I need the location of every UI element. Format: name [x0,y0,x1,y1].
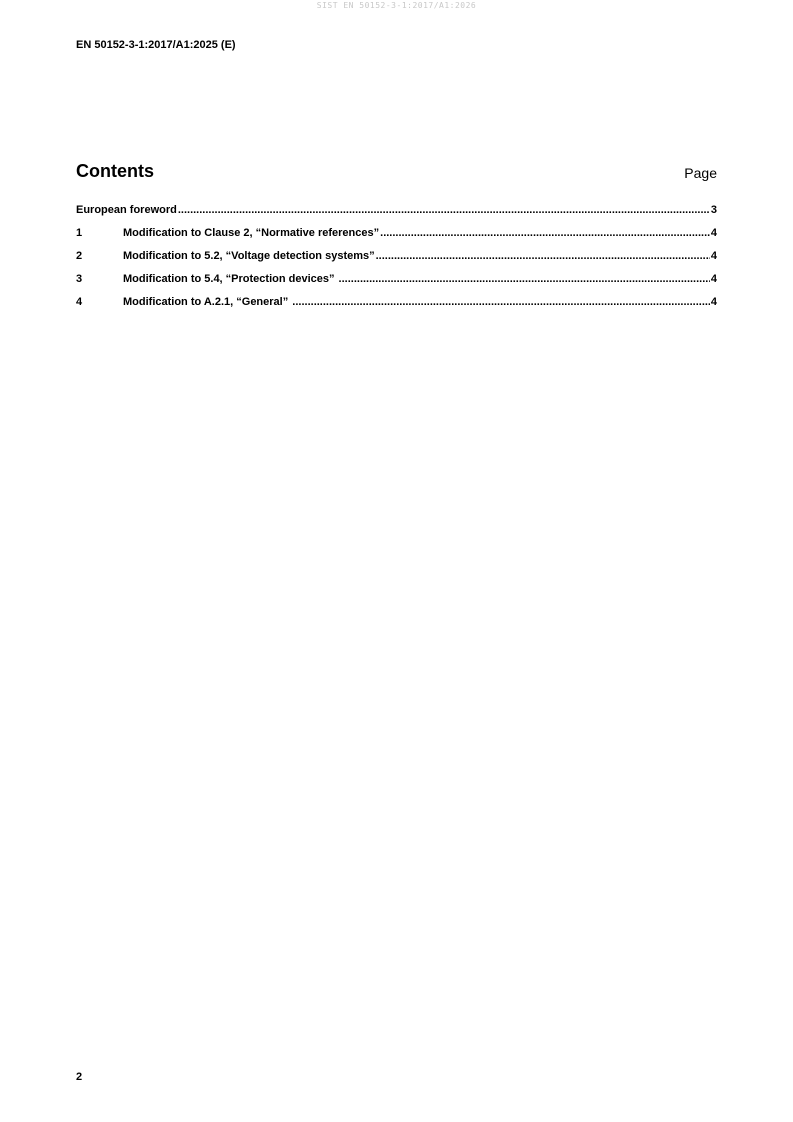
toc-entry-text: European foreword [76,204,177,216]
toc-leader-dots [380,226,710,241]
page-number: 2 [76,1071,83,1083]
toc-entry-text: Modification to A.2.1, “General” [123,296,292,308]
toc-entry-text: Modification to Clause 2, “Normative references” [123,227,380,239]
toc-entry-page: 4 [710,296,717,308]
toc-entry-2[interactable] [76,249,717,264]
toc-entry-number: 4 [76,296,83,308]
toc-leader-dots [376,249,710,264]
toc-entry-text: Modification to 5.2, “Voltage detection systems” [123,250,375,262]
toc-entry-text: Modification to 5.4, “Protection devices” [123,273,338,285]
toc-leader-dots [339,272,710,287]
table-of-contents [76,203,717,318]
toc-entry-page: 4 [710,250,717,262]
toc-entry-1[interactable] [76,226,717,241]
toc-entry-3[interactable] [76,272,717,287]
toc-entry-page: 4 [710,227,717,239]
watermark: SIST EN 50152-3-1:2017/A1:2026 [316,1,477,10]
document-identifier: EN 50152-3-1:2017/A1:2025 (E) [76,39,236,51]
toc-entry-number: 2 [76,250,83,262]
toc-entry-number: 3 [76,273,83,285]
toc-entry-number: 1 [76,227,83,239]
toc-leader-dots [292,295,710,310]
toc-leader-dots [178,203,710,218]
toc-entry-page: 4 [710,273,717,285]
toc-entry-page: 3 [710,204,717,216]
toc-entry-european-foreword[interactable] [76,203,717,218]
contents-title: Contents [76,161,154,181]
toc-entry-4[interactable] [76,295,717,310]
page-column-label: Page [684,165,717,181]
